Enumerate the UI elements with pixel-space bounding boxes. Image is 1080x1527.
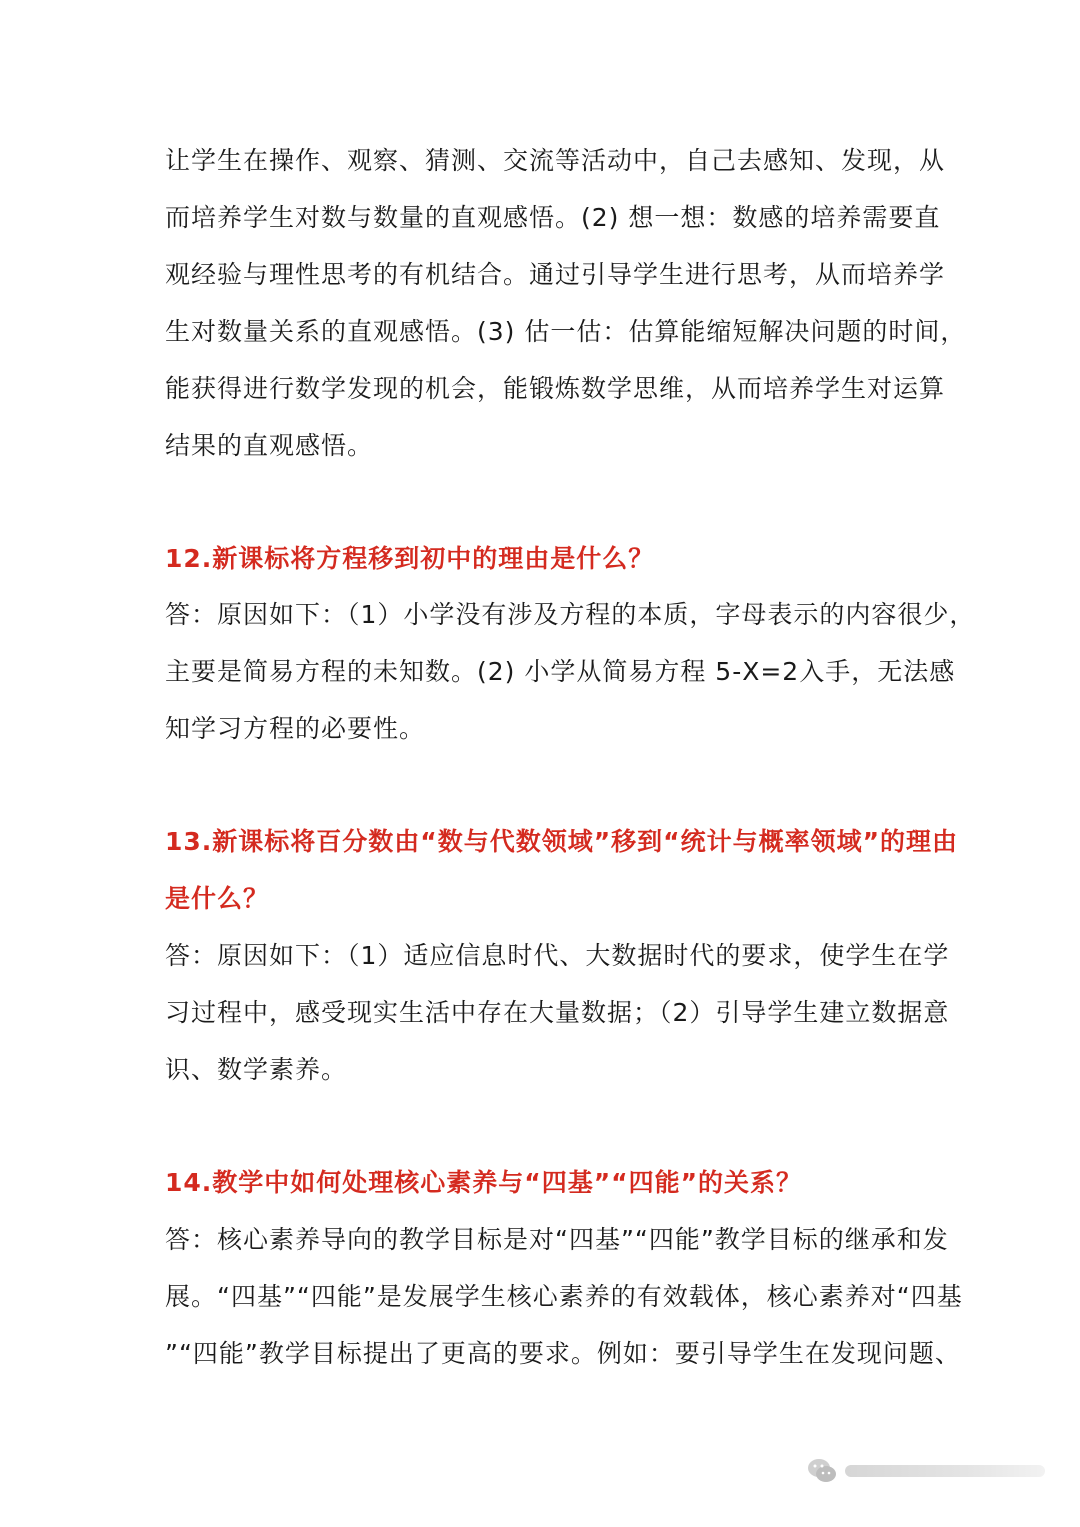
watermark-text-blur — [845, 1465, 1045, 1477]
answer-line: 主要是简易方程的未知数。(2) 小学从简易方程 5-X=2入手，无法感 — [165, 657, 956, 686]
question-heading: 12.新课标将方程移到初中的理由是什么？ — [165, 544, 655, 573]
answer-line: 识、数学素养。 — [165, 1055, 348, 1084]
text-line: 而培养学生对数与数量的直观感悟。(2) 想一想：数感的培养需要直 — [165, 203, 941, 232]
question-heading: 13.新课标将百分数由“数与代数领域”移到“统计与概率领域”的理由 — [165, 827, 959, 856]
answer-line: 答：原因如下：（1）适应信息时代、大数据时代的要求，使学生在学 — [165, 941, 950, 970]
text-line: 能获得进行数学发现的机会，能锻炼数学思维，从而培养学生对运算 — [165, 374, 946, 403]
answer-line: 展。“四基”“四能”是发展学生核心素养的有效载体，核心素养对“四基 — [165, 1282, 963, 1311]
answer-line: 答：原因如下：（1）小学没有涉及方程的本质，字母表示的内容很少， — [165, 600, 976, 629]
question-heading: 14.教学中如何处理核心素养与“四基”“四能”的关系？ — [165, 1168, 803, 1197]
answer-line: 习过程中，感受现实生活中存在大量数据；（2）引导学生建立数据意 — [165, 998, 950, 1027]
answer-line: 知学习方程的必要性。 — [165, 714, 426, 743]
question-heading: 是什么？ — [165, 884, 270, 913]
wechat-icon — [805, 1454, 839, 1488]
text-line: 让学生在操作、观察、猜测、交流等活动中，自己去感知、发现，从 — [165, 146, 946, 175]
answer-line: 答：核心素养导向的教学目标是对“四基”“四能”教学目标的继承和发 — [165, 1225, 949, 1254]
text-line: 结果的直观感悟。 — [165, 431, 374, 460]
watermark — [805, 1452, 1050, 1492]
text-line: 观经验与理性思考的有机结合。通过引导学生进行思考，从而培养学 — [165, 260, 946, 289]
text-line: 生对数量关系的直观感悟。(3) 估一估：估算能缩短解决问题的时间， — [165, 317, 967, 346]
answer-line: ”“四能”教学目标提出了更高的要求。例如：要引导学生在发现问题、 — [165, 1339, 961, 1368]
